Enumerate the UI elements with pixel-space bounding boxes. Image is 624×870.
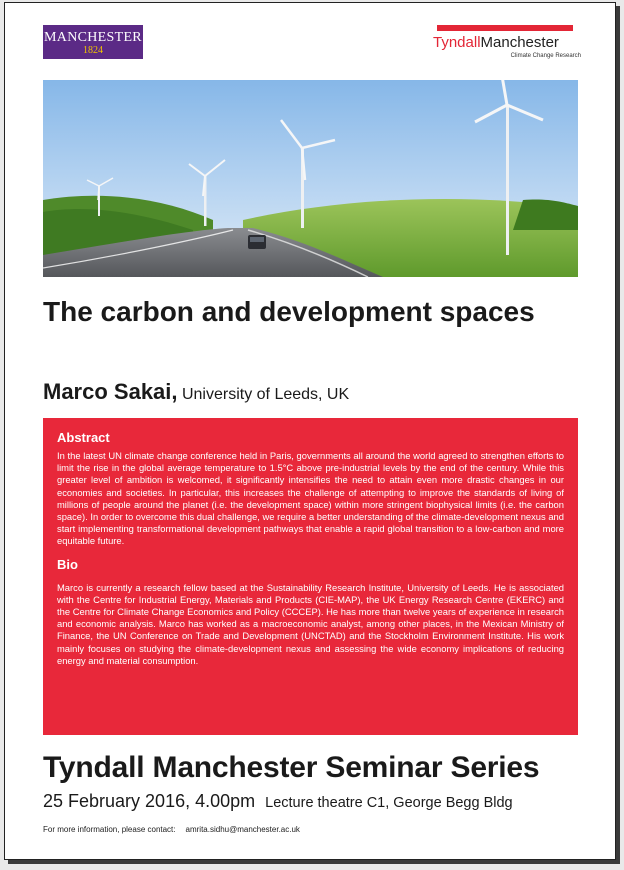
tyndall-logo-word-second: Manchester xyxy=(480,34,559,51)
bio-text: Marco is currently a research fellow based at the Sustainability Research Institute, University of Leeds. He is associated with the Centre for Industrial Energy, Materials and Products (CIE-MAP), the UK Energy Research Centre (EKERC) and the Centre for Climate Change Economics and Policy (CCCEP). He has more than twelve years of experience in research and economic analysis. Marco has worked as a macroeconomic analyst, among other places, in the Mexican Ministry of Finance, the UN Conference on Trade and Development (UNCTAD) and the Stockholm Environment Institute. His work mainly focuses on studying the climate-development nexus and assessing the wide economy implications of reducing energy and material consumption. xyxy=(57,581,564,666)
abstract-bio-panel xyxy=(43,418,578,735)
manchester-logo-year: 1824 xyxy=(83,45,103,56)
event-details xyxy=(43,791,513,812)
abstract-text: In the latest UN climate change conference held in Paris, governments all around the world agreed to strengthen efforts to limit the rise in the global average temperature to 1.5°C above pre-industrial levels by the end of the century. While this greater level of ambition is welcomed, it significantly intensifies the need to attain even more drastic changes in our economies and societies. In particular, this increases the challenge of attempting to improve the standards of living of millions of people around the planet (i.e. the development space) within more stringent biophysical limits (i.e. the carbon space). In order to overcome this dual challenge, we require a better understanding of the climate-development nexus and start implementing transformational development pathways that enable a rapid global transition to a low-carbon and more equitable future. xyxy=(57,450,564,547)
university-of-manchester-logo xyxy=(43,25,143,59)
speaker-affiliation: University of Leeds, UK xyxy=(181,386,350,403)
event-venue: Lecture theatre C1, George Begg Bldg xyxy=(265,795,513,811)
manchester-logo-name: MANCHESTER xyxy=(44,30,142,45)
contact-email-link[interactable]: amrita.sidhu@manchester.ac.uk xyxy=(185,825,300,834)
tyndall-logo-wordmark xyxy=(433,34,559,51)
tyndall-logo-subtitle: Climate Change Research xyxy=(510,53,581,59)
seminar-series-title: Tyndall Manchester Seminar Series xyxy=(43,751,540,784)
tyndall-manchester-logo xyxy=(433,25,581,63)
event-date-time: 25 February 2016, 4.00pm xyxy=(43,791,256,811)
speaker-name: Marco Sakai, xyxy=(43,379,178,404)
tyndall-logo-bar xyxy=(437,25,573,31)
poster-page xyxy=(4,2,616,860)
speaker-line xyxy=(43,379,349,405)
seminar-title: The carbon and development spaces xyxy=(43,296,535,327)
contact-line xyxy=(43,825,300,834)
wind-turbines-road-photo xyxy=(43,80,578,277)
tyndall-logo-word-first: Tyndall xyxy=(433,34,481,51)
abstract-heading: Abstract xyxy=(57,430,110,445)
bio-heading: Bio xyxy=(57,556,78,572)
contact-label: For more information, please contact: xyxy=(43,825,176,834)
